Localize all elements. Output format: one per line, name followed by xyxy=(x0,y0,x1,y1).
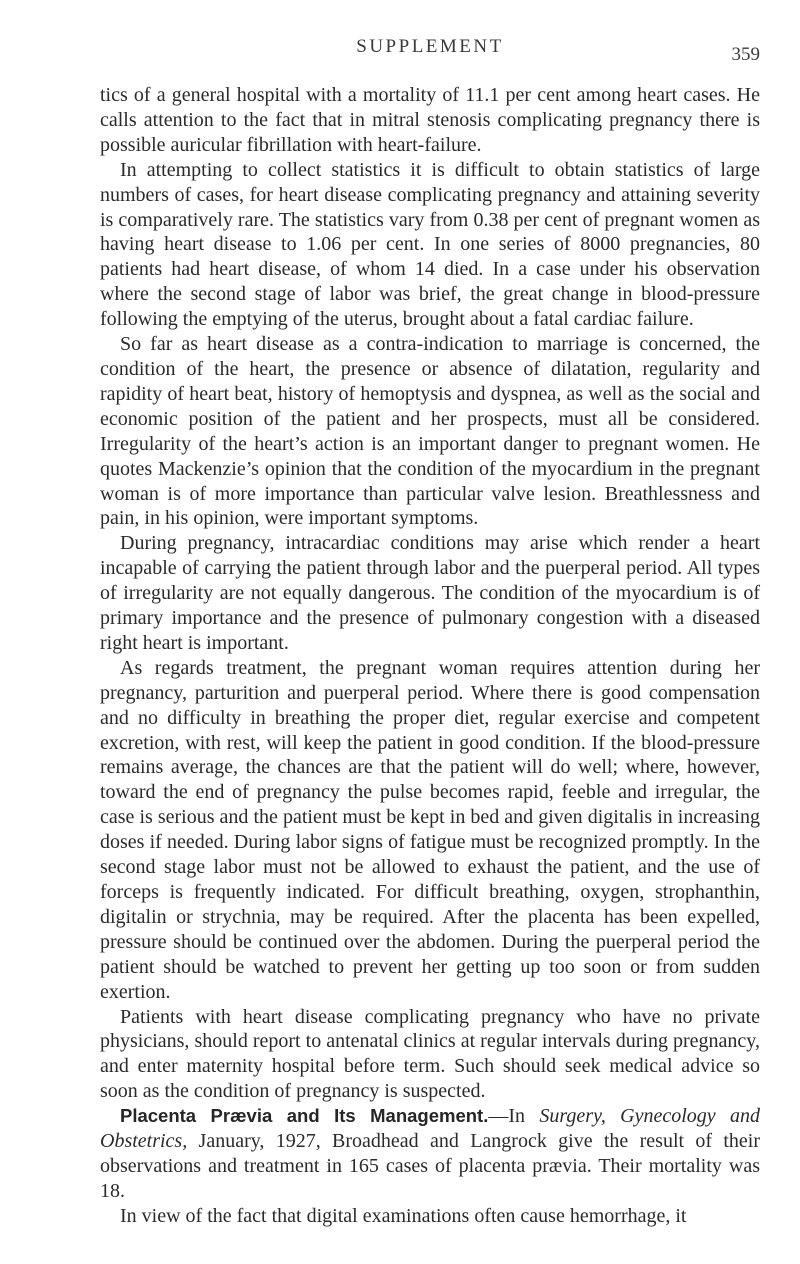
running-title: SUPPLEMENT xyxy=(356,36,504,57)
paragraph-intracardiac: During pregnancy, intracardiac conditions may arise which render a heart incapable of carrying the patient through labor and the puerperal period. All types of irregularity are not equally dangerous. The condition of the myocardium is of primary importance and the presence of pulmonary congestion with a diseased right heart is important. xyxy=(100,532,760,654)
placenta-text: January, 1927, Broadhead and Langrock give the result of their observations and treatment in 165 cases of placenta prævia. Their mortality was 18. xyxy=(100,1130,760,1202)
section-heading: Placenta Prævia and Its Management. xyxy=(120,1105,489,1127)
paragraph-marriage: So far as heart disease as a contra-indication to marriage is concerned, the condition of the heart, the presence or absence of dilatation, regularity and rapidity of heart beat, history of hemoptysis and dyspnea, as well as the social and economic position of the patient and her prospects, must all be considered. Irregularity of the heart’s action is an important danger to pregnant women. He quotes Mackenzie’s opinion that the condition of the myocardium in the pregnant woman is of more importance than particular valve lesion. Breathlessness and pain, in his opinion, were important symptoms. xyxy=(100,333,760,530)
paragraph-statistics: In attempting to collect statistics it is difficult to obtain statistics of large numbers of cases, for heart disease complicating pregnancy and attaining severity is comparatively rare. The statistics vary from 0.38 per cent of pregnant women as having heart disease to 1.06 per cent. In one series of 8000 pregnancies, 80 patients had heart disease, of whom 14 died. In a case under his observation where the second stage of labor was brief, the great change in blood-pressure following the emptying of the uterus, brought about a fatal cardiac failure. xyxy=(100,158,760,331)
journal-title: Surgery, Gynecology and Obstetrics, xyxy=(100,1105,761,1153)
paragraph-placenta-praevia xyxy=(100,1104,760,1204)
heading-dash: —In xyxy=(488,1105,540,1128)
page-number: 359 xyxy=(731,44,760,65)
page-header xyxy=(100,30,760,64)
paragraph-digital-exam: In view of the fact that digital examinations often cause hemorrhage, it xyxy=(120,1204,687,1227)
paragraph-treatment: As regards treatment, the pregnant woman requires attention during her pregnancy, parturition and puerperal period. Where there is good compensation and no difficulty in breathing the proper diet, regular exercise and competent excretion, with rest, will keep the patient in good condition. If the blood-pressure remains average, the chances are that the patient will do well; where, however, toward the end of pregnancy the pulse becomes rapid, feeble and irregular, the case is serious and the patient must be kept in bed and given digitalis in increasing doses if needed. During labor signs of fatigue must be recognized promptly. In the second stage labor must not be allowed to exhaust the patient, and the use of forceps is frequently indicated. For difficult breathing, oxygen, strophanthin, digitalin or strychnia, may be required. After the placenta has been expelled, pressure should be continued over the abdomen. During the puerperal period the patient should be watched to prevent her getting up too soon or from sudden exertion. xyxy=(100,656,760,1003)
paragraph-antenatal: Patients with heart disease complicating pregnancy who have no private physicians, should report to antenatal clinics at regular intervals during pregnancy, and enter maternity hospital before term. Such should seek medical advice so soon as the condition of pregnancy is suspected. xyxy=(100,1005,760,1103)
paragraph-continued: tics of a general hospital with a mortality of 11.1 per cent among heart cases. He calls attention to the fact that in mitral stenosis complicating pregnancy there is possible auricular fibrillation with heart-failure. xyxy=(100,84,760,156)
body-text xyxy=(100,83,760,1229)
